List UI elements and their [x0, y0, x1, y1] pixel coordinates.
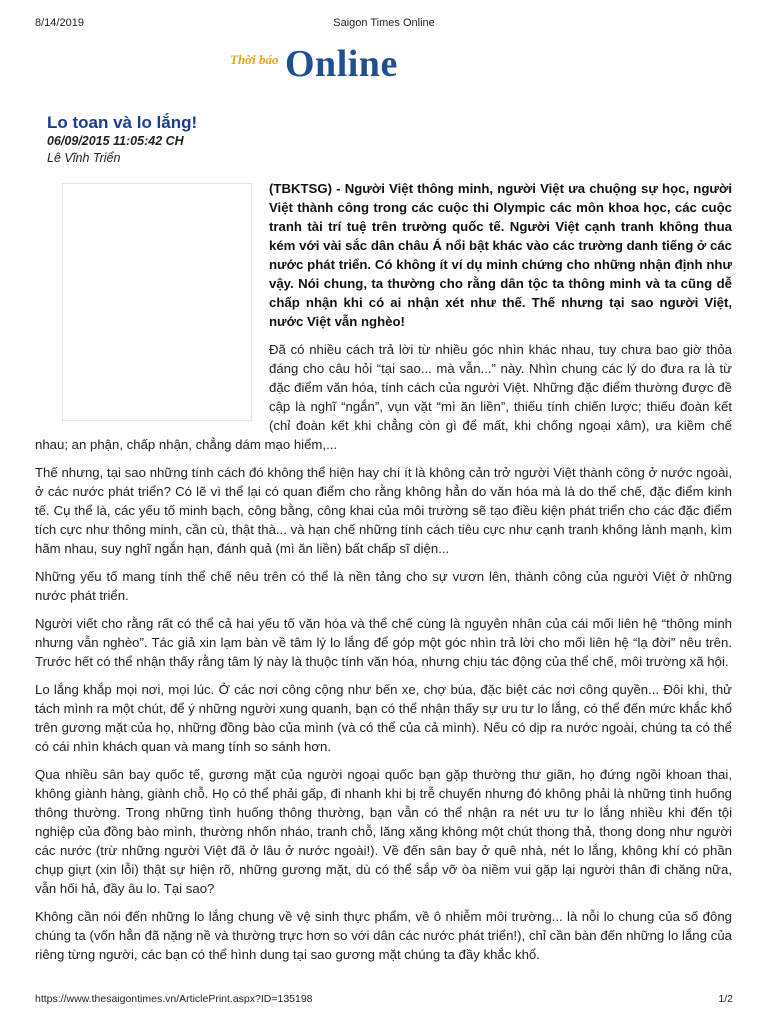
- article-paragraph: Thế nhưng, tại sao những tính cách đó không thể hiện hay chí ít là không cản trở người Việt thành công ở nước ngoài, ở các nước phát triển? Có lẽ vì thể lại có quan điểm cho rằng không hẳn do văn hóa mà là do thể chế, đặc điểm kinh tế. Cụ thể là, các yếu tố minh bạch, công bằng, công khai của môi trường sẽ tạo điều kiện phát triển cho các đặc điểm tích cực như thông minh, cần cù, thật thà... và hạn chế những tính cách tiêu cực như cạnh tranh không lành mạnh, kìm hãm nhau, suy nghĩ ngắn hạn, đánh quả (mì ăn liền) bất chấp sĩ diện...: [35, 465, 732, 556]
- print-url: https://www.thesaigontimes.vn/ArticlePrint.aspx?ID=135198: [35, 993, 313, 1005]
- page-number: 1/2: [718, 993, 733, 1005]
- article-author: Lê Vĩnh Triển: [47, 151, 121, 165]
- article-paragraph: Người viết cho rằng rất có thể cả hai yếu tố văn hóa và thể chế cùng là nguyên nhân của cái mối liên hệ “thông minh nhưng vẫn nghèo”. Tác giả xin lạm bàn về tâm lý lo lắng để góp một góc nhìn trả lời cho mối liên hệ “lạ đời” nêu trên. Trước hết có thể nhận thấy rằng tâm lý này là thuộc tính văn hóa, nhưng chịu tác động của thể chế, môi trường xã hội.: [35, 616, 732, 669]
- logo-big-text: Online: [285, 43, 398, 85]
- site-logo[interactable]: [228, 43, 428, 88]
- article-body: [35, 179, 732, 973]
- print-footer: [35, 993, 733, 1007]
- article-paragraph: Không cần nói đến những lo lắng chung về vệ sinh thực phẩm, về ô nhiễm môi trường... là nỗi lo chung của số đông chúng ta (vốn hẳn đã nặng nề và thường trực hơn so với dân các nước phát triển!), chỉ cần bàn đến những lo lắng của riêng từng người, các bạn có thể hình dung tại sao gương mặt chúng ta đầy khắc khổ.: [35, 909, 732, 962]
- article-headline: Lo toan và lo lắng!: [47, 113, 198, 132]
- article-paragraph: Đã có nhiều cách trả lời từ nhiều góc nhìn khác nhau, tuy chưa bao giờ thỏa đáng cho câu hỏi “tại sao... mà vẫn...” này. Nhìn chung các lý do đưa ra là từ đặc điểm văn hóa, tính cách của người Việt. Những đặc điểm thường được đề cập là nghĩ “ngắn”, vụn vặt “mì ăn liền”, thiếu tính chiến lược; thiếu đoàn kết (chỉ đoàn kết khi chẳng còn gì để mất, khi chống ngoại xâm), ưa kiềm chế nhau; an phận, chấp nhận, chẳng dám mạo hiểm,...: [35, 342, 732, 452]
- print-page-title: Saigon Times Online: [333, 17, 435, 29]
- print-header: [35, 17, 733, 31]
- image-float-spacer: [35, 179, 269, 429]
- article-lead: (TBKTSG) - Người Việt thông minh, người Việt ưa chuộng sự học, người Việt thành công trong các cuộc thi Olympic các môn khoa học, các cuộc tranh tài trí tuệ trên trường quốc tế. Người Việt cạnh tranh không thua kém với vài sắc dân châu Á nổi bật khác vào các trường danh tiếng ở các nước phát triển. Có không ít ví dụ minh chứng cho những nhận định như vậy. Nói chung, ta thường cho rằng dân tộc ta thông minh và ta cũng dễ chấp nhận khi có ai nhận xét như thế. Thế nhưng tại sao người Việt, nước Việt vẫn nghèo!: [269, 181, 732, 329]
- logo-small-text: Thời báo: [230, 52, 279, 67]
- article-paragraph: Qua nhiều sân bay quốc tế, gương mặt của người ngoại quốc bạn gặp thường thư giãn, họ đứng ngồi khoan thai, không giành hàng, giành chỗ. Họ có thể phải gấp, đi nhanh khi bị trễ chuyến nhưng đó không phải là những tình huống thông thường. Trong những tình huống thông thường, bạn vẫn có thể nhận ra nét ưu tư lo lắng nhiều khi đến tội nghiệp của đồng bào mình, thường nhốn nháo, tranh chỗ, lăng xăng không một chút thong thả, thong dong như người các nước (trừ những người Việt đã ở lâu ở nước ngoài!). Về đến sân bay ở quê nhà, nét lo lắng, không khí có phần chụp giựt (xin lỗi) thật sự hiện rõ, những gương mặt, dù có thể sắp vỡ òa niềm vui gặp lại người thân đi chăng nữa, vẫn hối hả, đầy âu lo. Tại sao?: [35, 767, 732, 896]
- print-date: 8/14/2019: [35, 17, 84, 29]
- article-timestamp: 06/09/2015 11:05:42 CH: [47, 134, 184, 148]
- article-paragraph: Những yếu tố mang tính thể chế nêu trên có thể là nền tảng cho sự vươn lên, thành công của người Việt ở những nước phát triển.: [35, 569, 732, 603]
- article-paragraph: Lo lắng khắp mọi nơi, mọi lúc. Ở các nơi công cộng như bến xe, chợ búa, đặc biệt các nơi công quyền... Đôi khi, thử tách mình ra một chút, để ý những người xung quanh, bạn có thể nhận thấy sự ưu tư lo lắng, có thể đến mức khắc khổ trên gương mặt của họ, những đồng bào của mình (và có thể của cả mình). Nếu có dịp ra nước ngoài, chúng ta có thể có cái nhìn khách quan và mang tính so sánh hơn.: [35, 682, 732, 754]
